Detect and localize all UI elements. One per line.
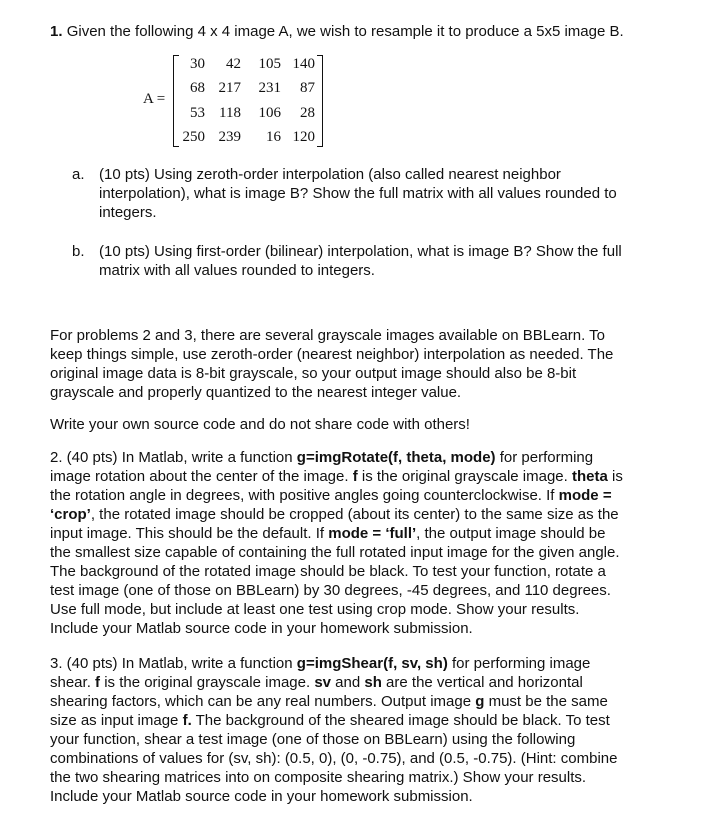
question-2-line: the smallest size capable of containing the full rotated input image for the given angle. [50, 544, 620, 561]
matrix-cell: 28 [300, 105, 315, 121]
question-2-line: ‘crop’, the rotated image should be cropped (about its center) to the same size as the [50, 506, 619, 523]
question-3-line: 3. (40 pts) In Matlab, write a function g=imgShear(f, sv, sh) for performing image [50, 655, 591, 672]
question-3-line: shear. f is the original grayscale image. sv and sh are the vertical and horizontal [50, 674, 583, 691]
function-signature-rotate: g=imgRotate(f, theta, mode) [296, 449, 496, 466]
matrix-row [175, 79, 323, 99]
question-2 [50, 448, 680, 638]
matrix-cell: 140 [292, 56, 315, 72]
question-1a-line: (10 pts) Using zeroth-order interpolation (also called nearest neighbor [99, 166, 561, 183]
intro-line: keep things simple, use zeroth-order (nearest neighbor) interpolation as needed. The [50, 346, 614, 363]
matrix-cell: 239 [218, 129, 241, 145]
question-1a-marker: a. [72, 166, 85, 183]
matrix-cell: 217 [218, 80, 241, 96]
matrix-cell: 250 [182, 129, 205, 145]
question-1-number: 1. [50, 23, 63, 40]
matrix-row [175, 104, 323, 124]
question-3-line: shearing factors, which can be any real numbers. Output image g must be the same [50, 693, 608, 710]
question-1b-line: (10 pts) Using first-order (bilinear) interpolation, what is image B? Show the full [99, 243, 622, 260]
matrix-label: A = [143, 91, 166, 107]
matrix-cell: 105 [258, 56, 281, 72]
question-1a-line: interpolation), what is image B? Show the full matrix with all values rounded to [99, 185, 617, 202]
matrix-a [143, 53, 333, 147]
intro-line: For problems 2 and 3, there are several grayscale images available on BBLearn. To [50, 327, 606, 344]
matrix-cell: 16 [266, 129, 281, 145]
matrix-cell: 120 [292, 129, 315, 145]
question-2-line: input image. This should be the default. If mode = ‘full’, the output image should be [50, 525, 606, 542]
question-2-line: Include your Matlab source code in your homework submission. [50, 620, 473, 637]
function-signature-shear: g=imgShear(f, sv, sh) [296, 655, 448, 672]
intro-line: original image data is 8-bit grayscale, so your output image should also be 8-bit [50, 365, 577, 382]
question-1b-line: matrix with all values rounded to integers. [99, 262, 375, 279]
question-3-line: Include your Matlab source code in your homework submission. [50, 788, 473, 805]
matrix-cell: 30 [190, 56, 205, 72]
question-3 [50, 654, 680, 806]
matrix-cell: 68 [190, 80, 205, 96]
matrix-cell: 231 [258, 80, 281, 96]
matrix-cell: 87 [300, 80, 315, 96]
question-1a-line: integers. [99, 204, 157, 221]
question-3-line: size as input image f. The background of the sheared image should be black. To test [50, 712, 610, 729]
matrix-row [175, 55, 323, 75]
matrix-cell: 106 [258, 105, 281, 121]
matrix-cell: 53 [190, 105, 205, 121]
intro-line: grayscale and properly quantized to the nearest integer value. [50, 384, 462, 401]
matrix-row [175, 128, 323, 148]
question-2-line: the rotation angle in degrees, with positive angles going counterclockwise. If mode = [50, 487, 612, 504]
own-code-note: Write your own source code and do not share code with others! [50, 416, 470, 433]
question-3-line: the two shearing matrices into on composite shearing matrix.) Show your results. [50, 769, 587, 786]
question-2-line: image rotation about the center of the image. f is the original grayscale image. theta is [50, 468, 623, 485]
question-3-line: your function, shear a test image (one of those on BBLearn) using the following [50, 731, 576, 748]
question-3-line: combinations of values for (sv, sh): (0.5, 0), (0, -0.75), and (0.5, -0.75). (Hint: combine [50, 750, 618, 767]
question-2-line: 2. (40 pts) In Matlab, write a function g=imgRotate(f, theta, mode) for performing [50, 449, 594, 466]
matrix-cell: 118 [219, 105, 241, 121]
question-2-line: test image (one of those on BBLearn) by 30 degrees, -45 degrees, and 110 degrees. [50, 582, 611, 599]
matrix-cell: 42 [226, 56, 241, 72]
question-2-line: Use full mode, but include at least one test using crop mode. Show your results. [50, 601, 580, 618]
question-1-text: Given the following 4 x 4 image A, we wish to resample it to produce a 5x5 image B. [66, 23, 624, 40]
question-1-prompt [50, 22, 690, 41]
intro-paragraph [50, 326, 680, 402]
question-2-line: The background of the rotated image should be black. To test your function, rotate a [50, 563, 606, 580]
question-1b-marker: b. [72, 243, 85, 260]
